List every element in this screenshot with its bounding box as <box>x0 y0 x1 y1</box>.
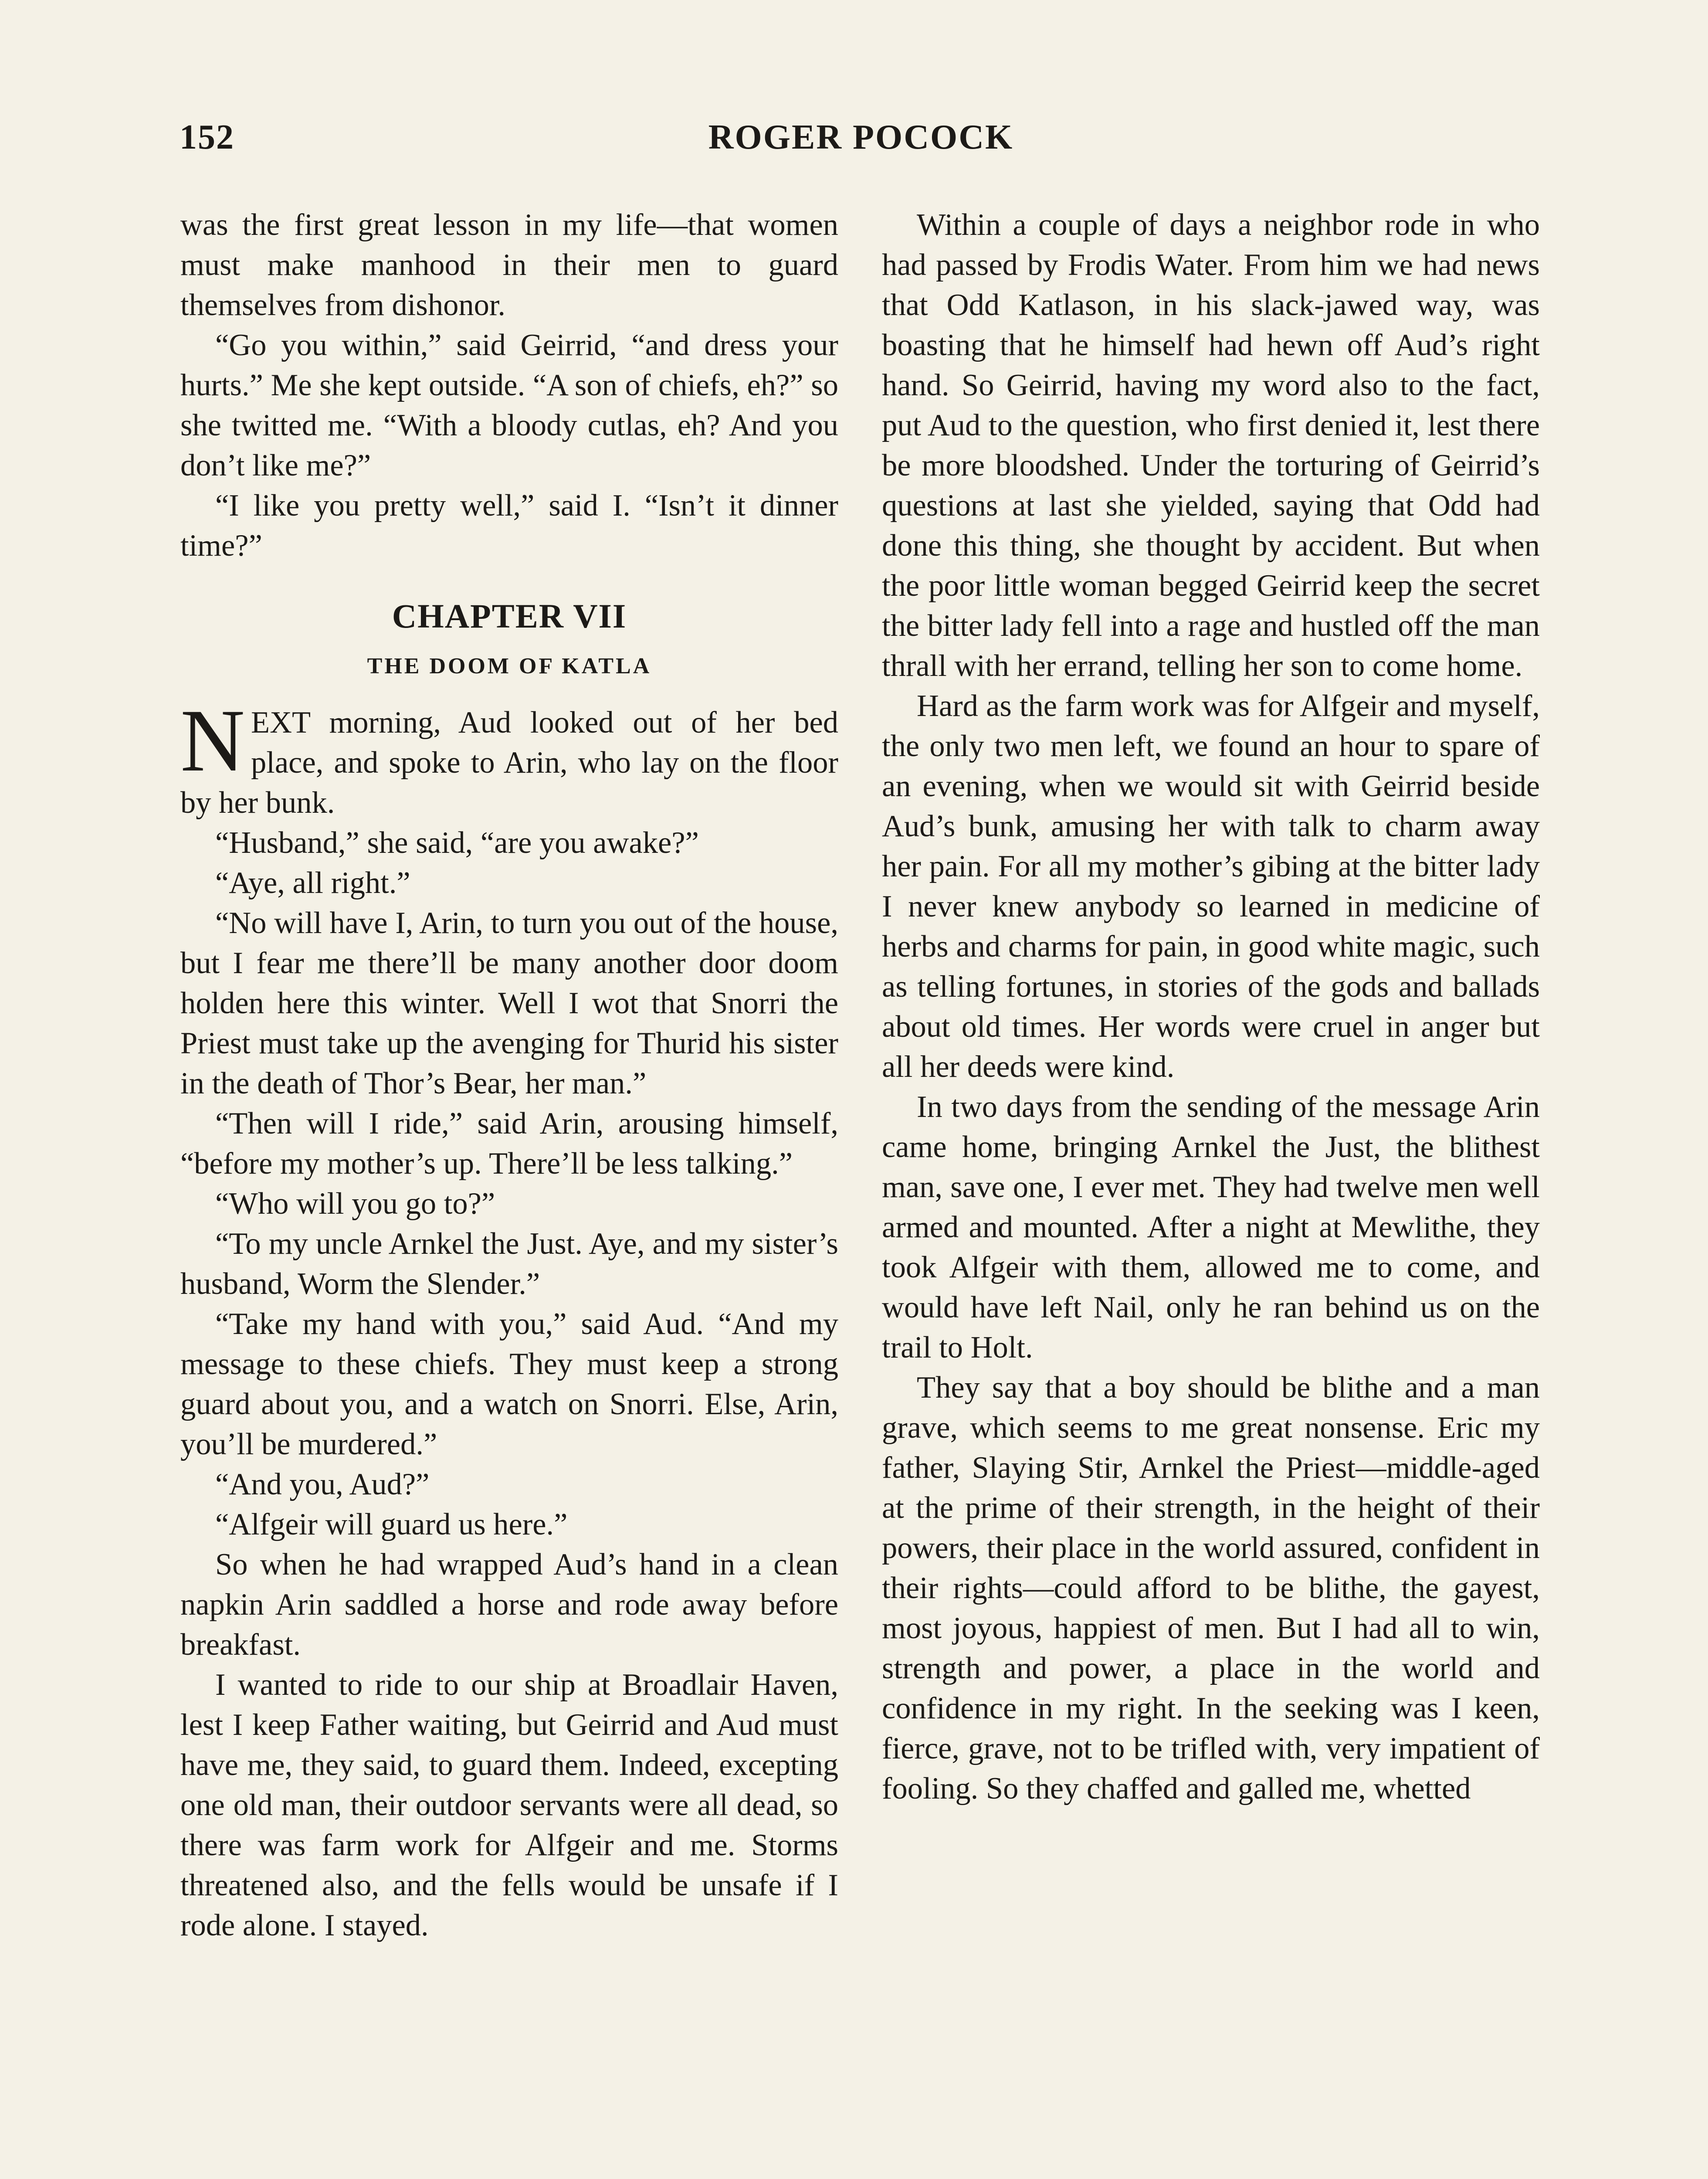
paragraph: EXT morning, Aud looked out of her bed place, and spoke to Arin, who lay on the floor by her bunk. <box>180 706 838 820</box>
chapter-heading: CHAPTER VII <box>392 597 627 635</box>
paragraph: Within a couple of days a neighbor rode in who had passed by Frodis Water. From him we had news that Odd Katlason, in his slack-jawed way, was boasting that he himself had hewn off Aud’s right hand. So Geirrid, having my word also to the fact, put Aud to the question, who first denied it, lest there be more bloodshed. Under the torturing of Geirrid’s questions at last she yielded, saying that Odd had done this thing, she thought by accident. But when the poor little woman begged Geirrid keep the secret the bitter lady fell into a rage and hustled off the man thrall with her errand, telling her son to come home. <box>882 208 1540 683</box>
paragraph: So when he had wrapped Aud’s hand in a clean napkin Arin saddled a horse and rode away before breakfast. <box>180 1548 838 1662</box>
paragraph: “Who will you go to?” <box>215 1187 495 1221</box>
chapter-subtitle: THE DOOM OF KATLA <box>367 654 652 679</box>
paragraph: Hard as the farm work was for Alfgeir and myself, the only two men left, we found an hour to spare of an evening, when we would sit with Geirrid beside Aud’s bunk, amusing her with talk to charm away her pain. For all my mother’s gibing at the bitter lady I never knew anybody so learned in medicine of herbs and charms for pain, in good white magic, such as telling fortunes, in stories of the gods and ballads about old times. Her words were cruel in anger but all her deeds were kind. <box>882 689 1540 1084</box>
paragraph: “No will have I, Arin, to turn you out of the house, but I fear me there’ll be many another door doom holden here this winter. Well I wot that Snorri the Priest must take up the avenging for Thurid his sister in the death of Thor’s Bear, her man.” <box>180 906 838 1100</box>
page-number: 152 <box>180 118 234 156</box>
running-head <box>180 118 1542 170</box>
paragraph: “Alfgeir will guard us here.” <box>215 1507 568 1541</box>
right-column <box>882 205 1540 1809</box>
paragraph: “To my uncle Arnkel the Just. Aye, and my sister’s husband, Worm the Slender.” <box>180 1227 838 1301</box>
paragraph: “Aye, all right.” <box>215 866 410 900</box>
chapter-opening <box>180 691 838 823</box>
paragraph: “And you, Aud?” <box>215 1467 430 1501</box>
paragraph: was the first great lesson in my life—that women must make manhood in their men to guard themselves from dishonor. <box>180 208 838 322</box>
drop-cap: N <box>180 691 245 790</box>
paragraph: They say that a boy should be blithe and a man grave, which seems to me great nonsense. Eric my father, Slaying Stir, Arnkel the Priest—middle-aged at the prime of their strength, in the height of their powers, their place in the world assured, confident in their rights—could afford to be blithe, the gayest, most joyous, happiest of men. But I had all to win, strength and power, a place in the world and confidence in my right. In the seeking was I keen, fierce, grave, not to be trifled with, very impatient of fooling. So they chaffed and galled me, whetted <box>882 1371 1540 1806</box>
left-column <box>180 205 838 1945</box>
paragraph: In two days from the sending of the message Arin came home, bringing Arnkel the Just, the blithest man, save one, I ever met. They had twelve men well armed and mounted. After a night at Mewlithe, they took Alfgeir with them, allowed me to come, and would have left Nail, only he ran behind us on the trail to Holt. <box>882 1090 1540 1364</box>
paragraph: “Husband,” she said, “are you awake?” <box>215 826 699 860</box>
running-title: ROGER POCOCK <box>708 118 1014 156</box>
paragraph: I wanted to ride to our ship at Broadlair Haven, lest I keep Father waiting, but Geirrid and Aud must have me, they said, to guard them. Indeed, excepting one old man, their outdoor servants were all dead, so there was farm work for Alfgeir and me. Storms threatened also, and the fells would be unsafe if I rode alone. I stayed. <box>180 1668 838 1942</box>
paragraph: “Go you within,” said Geirrid, “and dress your hurts.” Me she kept outside. “A son of chiefs, eh?” so she twitted me. “With a bloody cutlas, eh? And you don’t like me?” <box>180 328 838 482</box>
paragraph: “Then will I ride,” said Arin, arousing himself, “before my mother’s up. There’ll be less talking.” <box>180 1106 838 1181</box>
paragraph: “I like you pretty well,” said I. “Isn’t it dinner time?” <box>180 489 838 563</box>
paragraph: “Take my hand with you,” said Aud. “And my message to these chiefs. They must keep a strong guard about you, and a watch on Snorri. Else, Arin, you’ll be murdered.” <box>180 1307 838 1461</box>
